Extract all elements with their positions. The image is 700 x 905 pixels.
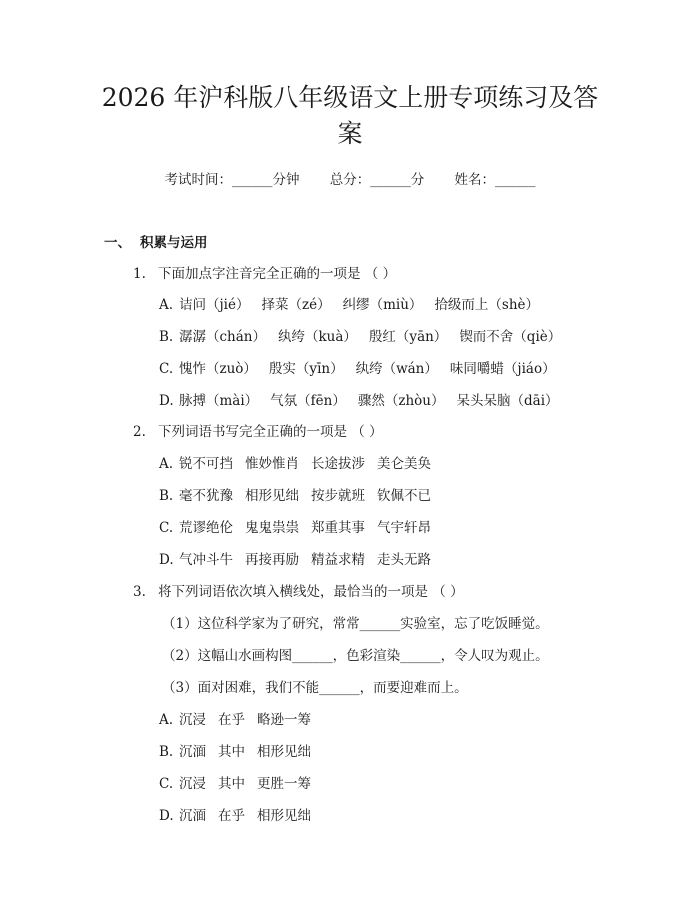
option-token: 惟妙惟肖: [245, 456, 299, 472]
option-token: 气冲斗牛: [179, 552, 233, 568]
option-token: 走头无路: [377, 552, 431, 568]
option-letter: D.: [159, 808, 174, 824]
option-token: 沉浸: [179, 776, 206, 792]
option-token: 其中: [218, 776, 245, 792]
option-token: 毫不犹豫: [179, 488, 233, 504]
option-token: 拾级而上（shè）: [434, 297, 540, 313]
option-token: 荒谬绝伦: [179, 520, 233, 536]
question-number: 1.: [133, 266, 146, 282]
option-letter: C.: [159, 361, 174, 377]
exam-time-field: 考试时间：______分钟: [164, 172, 300, 188]
question-text: 下面加点字注音完全正确的一项是 （ ）: [158, 266, 397, 282]
option-token: 在乎: [218, 712, 245, 728]
option-token: 锲而不舍（qiè）: [459, 329, 562, 345]
exam-meta-row: [0, 168, 700, 188]
option-token: 在乎: [218, 808, 245, 824]
option-token: 殷红（yān）: [368, 329, 448, 345]
answer-option: [159, 325, 573, 345]
option-token: 纠缪（miù）: [342, 297, 423, 313]
option-letter: A.: [159, 456, 174, 472]
option-token: 纨绔（kuà）: [278, 329, 357, 345]
answer-option: [159, 452, 443, 472]
question-text: 下列词语书写完全正确的一项是 （ ）: [158, 424, 383, 440]
option-token: 沉湎: [179, 808, 206, 824]
question-number: 2.: [133, 424, 146, 440]
total-score-field: 总分：______分: [329, 172, 425, 188]
question-stem: [133, 580, 464, 600]
answer-option: [159, 708, 323, 728]
option-letter: D.: [159, 552, 174, 568]
option-token: 骤然（zhòu）: [357, 393, 445, 409]
answer-option: [159, 293, 551, 313]
student-name-field: 姓名：______: [454, 172, 536, 188]
option-token: 精益求精: [311, 552, 365, 568]
option-token: 美仑美奂: [377, 456, 431, 472]
option-token: 殷实（yīn）: [268, 361, 344, 377]
answer-option: [159, 804, 323, 824]
option-letter: B.: [159, 744, 174, 760]
section-title: 积累与运用: [140, 235, 208, 251]
option-letter: D.: [159, 393, 174, 409]
answer-option: [159, 740, 323, 760]
answer-option: [159, 389, 571, 409]
option-token: 纨绔（wán）: [355, 361, 438, 377]
option-token: 相形见绌: [257, 744, 311, 760]
option-letter: C.: [159, 776, 174, 792]
option-token: 气宇轩昂: [377, 520, 431, 536]
title-line-1: 2026 年沪科版八年级语文上册专项练习及答: [101, 83, 599, 112]
option-letter: C.: [159, 520, 174, 536]
option-token: 沉湎: [179, 744, 206, 760]
title-line-2: 案: [337, 119, 363, 148]
option-letter: A.: [159, 712, 174, 728]
option-token: 再接再励: [245, 552, 299, 568]
option-token: 相形见绌: [257, 808, 311, 824]
option-token: 味同嚼蜡（jiáo）: [449, 361, 556, 377]
option-letter: A.: [159, 297, 174, 313]
option-token: 略逊一筹: [257, 712, 311, 728]
question-text: 将下列词语依次填入横线处，最恰当的一项是 （ ）: [158, 584, 464, 600]
answer-option: [159, 484, 443, 504]
option-token: 郑重其事: [311, 520, 365, 536]
section-heading: [104, 231, 208, 251]
answer-option: [159, 516, 443, 536]
option-token: 呆头呆脑（dāi）: [456, 393, 559, 409]
option-token: 愧怍（zuò）: [179, 361, 257, 377]
answer-option: [159, 772, 323, 792]
option-token: 沉浸: [179, 712, 206, 728]
fill-blank-sentence: （3）面对困难，我们不能______，而要迎难而上。: [162, 680, 468, 696]
option-token: 气氛（fēn）: [270, 393, 346, 409]
option-token: 锐不可挡: [179, 456, 233, 472]
option-token: 潺潺（chán）: [179, 329, 266, 345]
document-title: [90, 80, 610, 152]
fill-blank-sentence: （2）这幅山水画构图______，色彩渲染______，令人叹为观止。: [162, 648, 549, 664]
option-token: 按步就班: [311, 488, 365, 504]
option-token: 其中: [218, 744, 245, 760]
option-letter: B.: [159, 329, 174, 345]
option-letter: B.: [159, 488, 174, 504]
option-token: 鬼鬼祟祟: [245, 520, 299, 536]
fill-blank-sentence: （1）这位科学家为了研究，常常______实验室，忘了吃饭睡觉。: [162, 616, 549, 632]
option-token: 长途拔涉: [311, 456, 365, 472]
option-token: 诘问（jié）: [179, 297, 250, 313]
option-token: 脉搏（mài）: [179, 393, 259, 409]
answer-option: [159, 357, 568, 377]
answer-option: [159, 548, 443, 568]
question-number: 3.: [133, 584, 146, 600]
question-stem: [133, 262, 396, 282]
option-token: 择菜（zé）: [261, 297, 331, 313]
option-token: 更胜一筹: [257, 776, 311, 792]
question-stem: [133, 420, 383, 440]
option-token: 钦佩不已: [377, 488, 431, 504]
section-number: 一、: [104, 235, 131, 251]
option-token: 相形见绌: [245, 488, 299, 504]
